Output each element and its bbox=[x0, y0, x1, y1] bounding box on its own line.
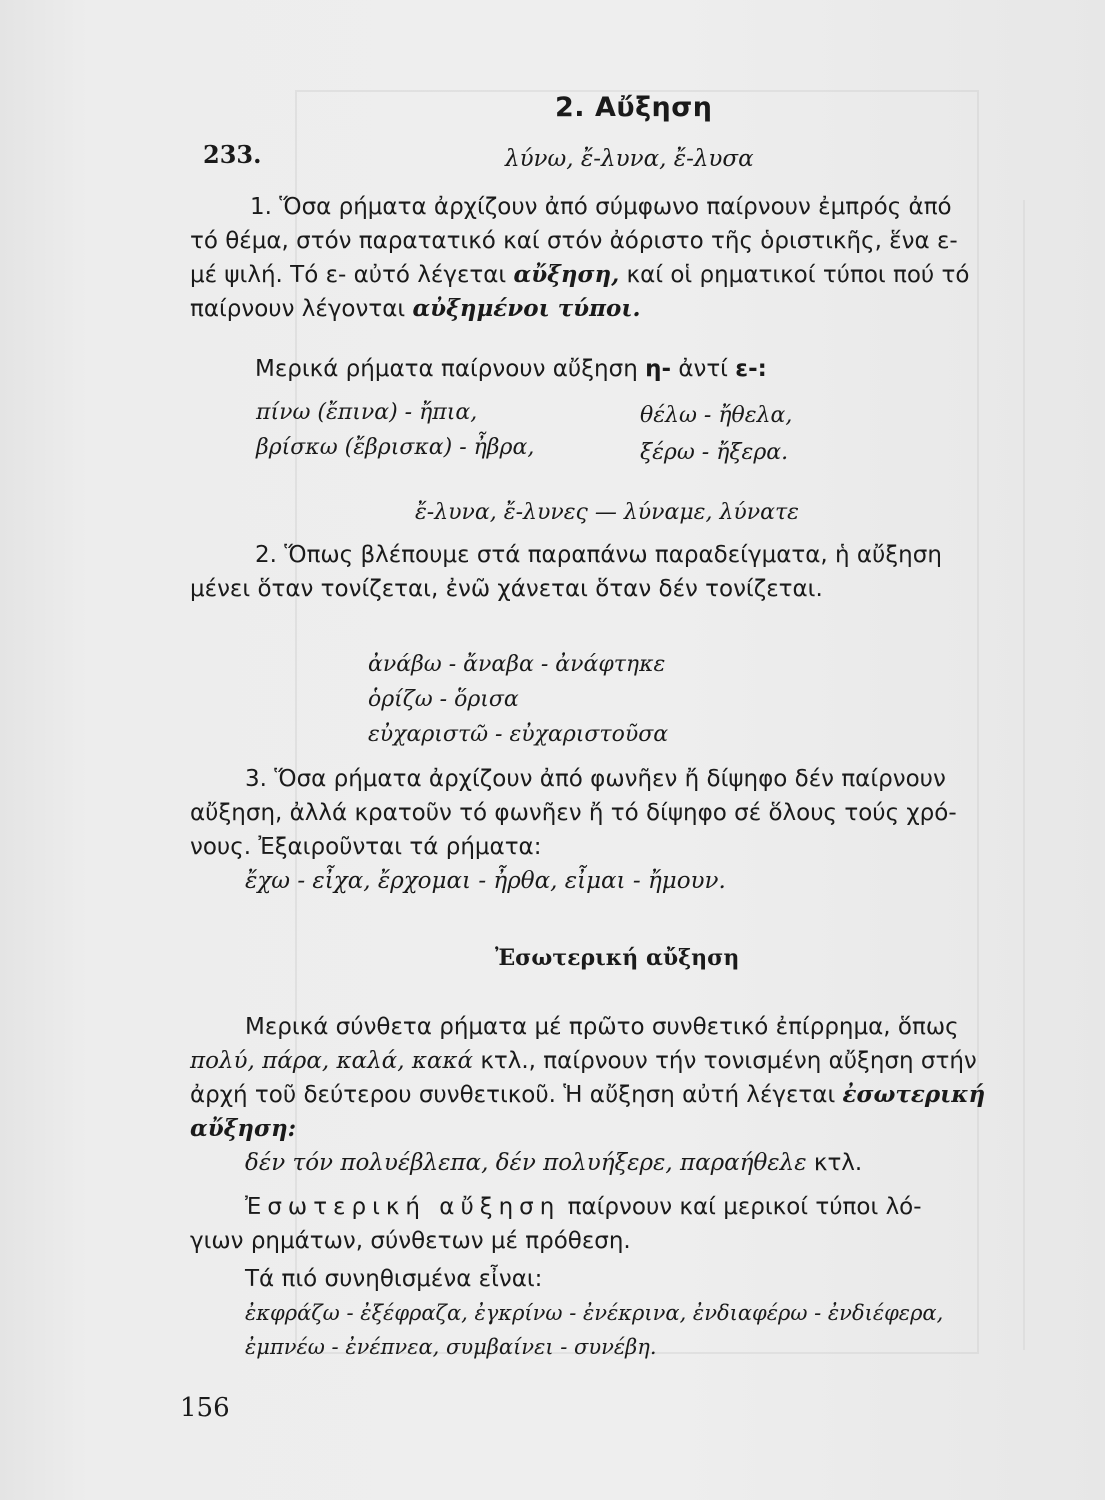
term-auximenoi: αὐξημένοι τύποι. bbox=[412, 295, 641, 322]
para1-line1: 1. Ὅσα ρήματα ἀρχίζουν ἀπό σύμφωνο παίρνουν ἐμπρός ἀπό bbox=[250, 194, 952, 220]
para3-line2: αὔξηση, ἀλλά κρατοῦν τό φωνῆεν ἤ τό δίψηφο σέ ὅλους τούς χρό- bbox=[190, 800, 957, 826]
para4-line3 bbox=[190, 1078, 1060, 1112]
text: καί οἱ ρηματικοί τύποι πού τό bbox=[619, 262, 970, 288]
text: παίρνουν λέγονται bbox=[190, 296, 413, 322]
example-thelo: θέλω - ἤθελα, bbox=[640, 403, 793, 428]
para3-line3: νους. Ἐξαιροῦνται τά ρήματα: bbox=[190, 834, 542, 860]
para6-line3: ἐμπνέω - ἐνέπνεα, συμβαίνει - συνέβη. bbox=[245, 1335, 657, 1359]
example-anavo: ἀνάβω - ἄναβα - ἀνάφτηκε bbox=[368, 652, 666, 677]
text: Μερικά ρήματα παίρνουν αὔξηση bbox=[255, 356, 646, 382]
section-title: 2. Αὔξηση bbox=[555, 92, 713, 123]
paragraph-4 bbox=[190, 1010, 1060, 1180]
para4-line1: Μερικά σύνθετα ρήματα μέ πρῶτο συνθετικό ἐπίρρημα, ὅπως bbox=[245, 1014, 959, 1040]
para6-line1: Τά πιό συνηθισμένα εἶναι: bbox=[245, 1266, 543, 1292]
text: ἀρχή τοῦ δεύτερου συνθετικοῦ. Ἡ αὔξηση αὐτή λέγεται bbox=[190, 1082, 843, 1108]
para3-line1: 3. Ὅσα ρήματα ἀρχίζουν ἀπό φωνῆεν ἤ δίψηφο δέν παίρνουν bbox=[245, 766, 946, 792]
forms-line: ἔ-λυνα, ἔ-λυνες — λύναμε, λύνατε bbox=[415, 500, 799, 525]
example-xero: ξέρω - ἤξερα. bbox=[640, 440, 789, 465]
para4-line5 bbox=[190, 1146, 1060, 1180]
epsilon-prefix: ε-: bbox=[735, 356, 767, 382]
para1-line3 bbox=[190, 258, 1060, 292]
text: μέ ψιλή. Τό ε- αὐτό λέγεται bbox=[190, 262, 514, 288]
para1-line4 bbox=[190, 292, 1060, 326]
adverbs: πολύ, πάρα, καλά, κακά bbox=[190, 1048, 474, 1074]
paragraph-1 bbox=[190, 190, 1060, 326]
example-pino: πίνω (ἔπινα) - ἤπια, bbox=[256, 400, 478, 425]
para2-line1: 2. Ὅπως βλέπουμε στά παραπάνω παραδείγματα, ἡ αὔξηση bbox=[255, 542, 942, 568]
para5-line1 bbox=[190, 1190, 1060, 1224]
text: ἀντί bbox=[671, 356, 736, 382]
para3-line4: ἔχω - εἶχα, ἔρχομαι - ἦρθα, εἶμαι - ἤμουν. bbox=[245, 868, 726, 894]
spaced-term: Ἐσωτερική αὔξηση bbox=[245, 1194, 561, 1220]
para6-line2: ἐκφράζω - ἐξέφραζα, ἐγκρίνω - ἐνέκρινα, ἐνδιαφέρω - ἐνδιέφερα, bbox=[245, 1301, 944, 1325]
para5-line2: γιων ρημάτων, σύνθετων μέ πρόθεση. bbox=[190, 1228, 631, 1254]
term-auxisi: αὔξηση, bbox=[513, 261, 620, 288]
example-vrisko: βρίσκω (ἔβρισκα) - ἦβρα, bbox=[256, 435, 535, 460]
text: κτλ., παίρνουν τήν τονισμένη αὔξηση στήν bbox=[473, 1048, 977, 1074]
example-orizo: ὁρίζω - ὅρισα bbox=[368, 687, 519, 712]
para4-line4: αὔξηση: bbox=[190, 1115, 297, 1142]
text: κτλ. bbox=[806, 1150, 863, 1176]
paragraph-3 bbox=[190, 762, 1060, 898]
section-number: 233. bbox=[203, 140, 262, 169]
paragraph-6 bbox=[190, 1262, 1060, 1364]
paragraph-2 bbox=[190, 538, 1060, 606]
example-efcharisto: εὐχαριστῶ - εὐχαριστοῦσα bbox=[368, 722, 669, 747]
text: παίρνουν καί μερικοί τύποι λό- bbox=[560, 1194, 922, 1220]
paragraph-5 bbox=[190, 1190, 1060, 1258]
eta-prefix: η- bbox=[645, 356, 672, 382]
examples: δέν τόν πολυέβλεπα, δέν πολυήξερε, παραήθελε bbox=[245, 1150, 807, 1176]
para4-line2 bbox=[190, 1044, 1060, 1078]
subheading-internal-augment: Ἐσωτερική αὔξηση bbox=[495, 945, 740, 971]
paragraph-eta-intro bbox=[190, 352, 1060, 386]
para1-line2: τό θέμα, στόν παρατατικό καί στόν ἀόριστο τῆς ὁριστικῆς, ἕνα ε- bbox=[190, 228, 958, 254]
page-number: 156 bbox=[180, 1393, 230, 1423]
term-esoteriki: ἐσωτερική bbox=[842, 1081, 986, 1108]
para2-line2: μένει ὅταν τονίζεται, ἐνῶ χάνεται ὅταν δέν τονίζεται. bbox=[190, 576, 823, 602]
subtitle-example: λύνω, ἔ-λυνα, ἔ-λυσα bbox=[505, 146, 754, 172]
